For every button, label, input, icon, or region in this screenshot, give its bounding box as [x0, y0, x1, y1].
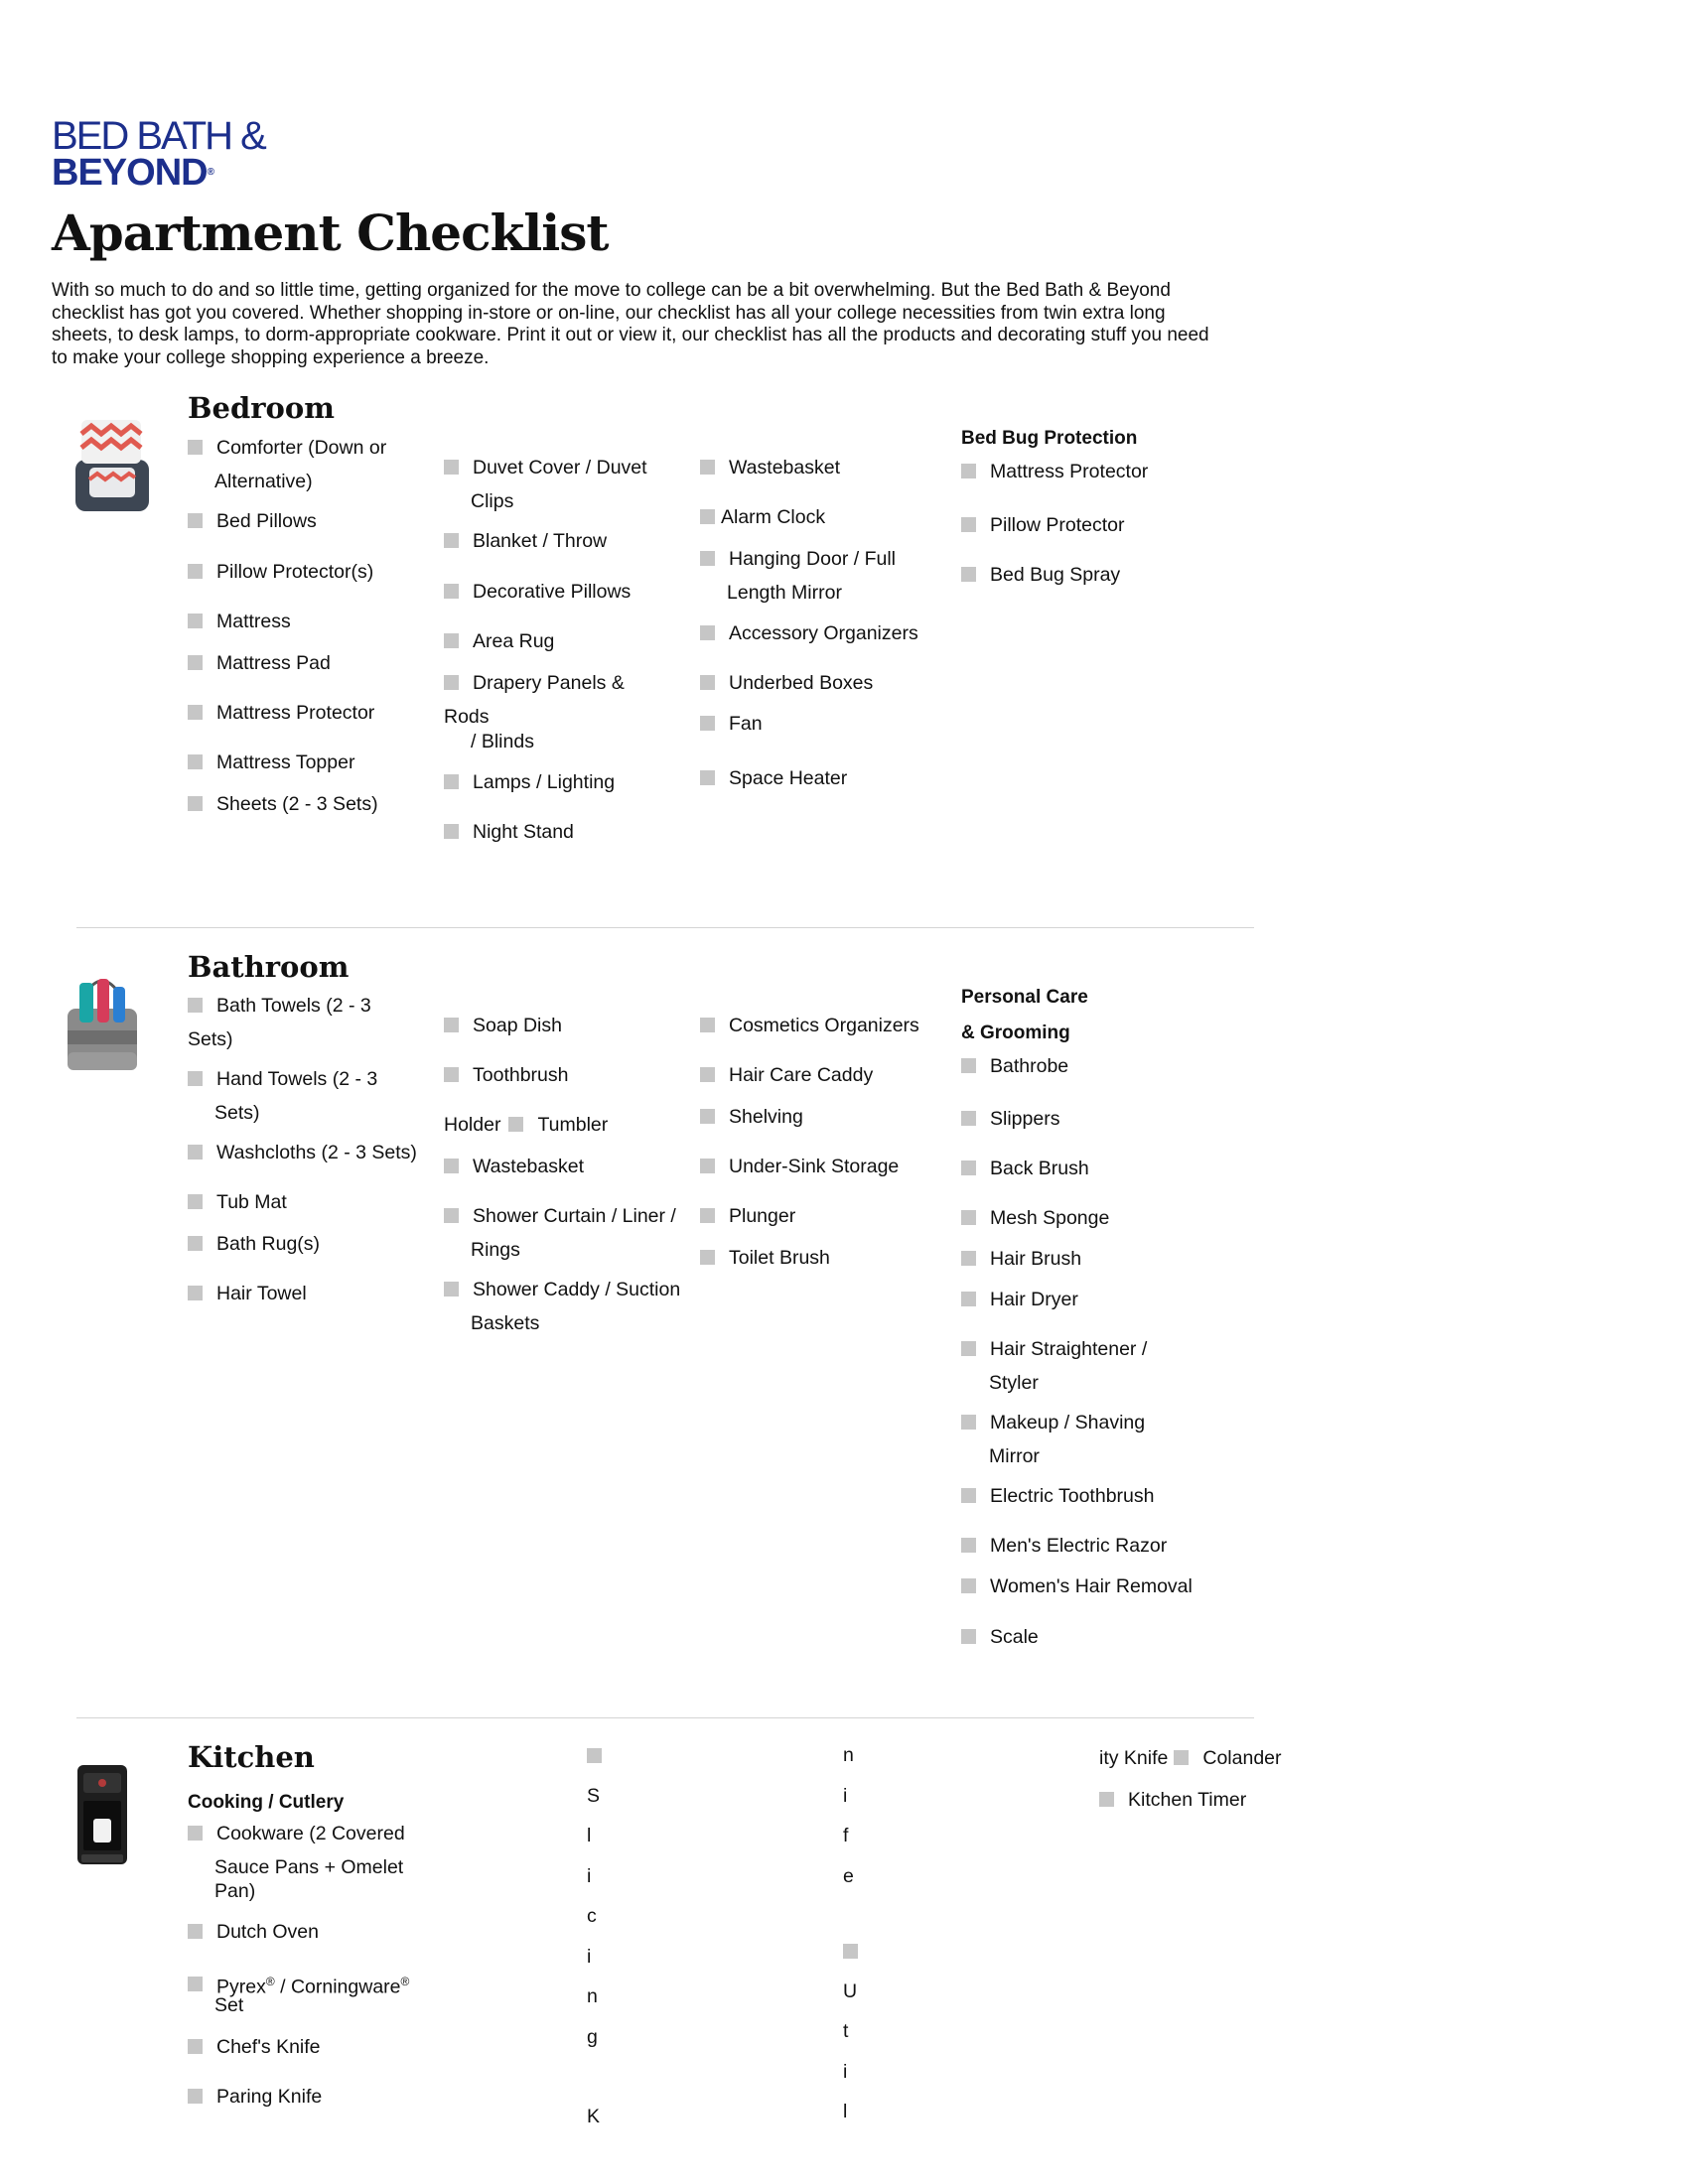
section-divider: [76, 1717, 1254, 1718]
checklist-item-bb-spray[interactable]: [961, 558, 1120, 592]
checkbox[interactable]: [961, 1415, 976, 1430]
item-label: Bed Pillows: [216, 510, 317, 532]
checklist-item-drapery[interactable]: [444, 666, 625, 700]
item-label-continued: Baskets: [471, 1312, 540, 1334]
checklist-item-shower-caddy[interactable]: [444, 1273, 680, 1306]
item-label: Shower Caddy / Suction: [473, 1279, 681, 1300]
checklist-item-mattress-topper[interactable]: [188, 746, 354, 779]
checklist-item-cookware[interactable]: [188, 1817, 405, 1850]
checklist-item-paring-knife[interactable]: [188, 2080, 322, 2114]
checkbox[interactable]: [444, 533, 459, 548]
slicing-letter: i: [587, 1865, 592, 1887]
checklist-item-mattress[interactable]: [188, 605, 291, 638]
checklist-item-electric-toothbrush[interactable]: [961, 1479, 1154, 1513]
checkbox[interactable]: [700, 551, 715, 566]
slicing-letter: i: [587, 1946, 592, 1968]
checklist-item-comforter[interactable]: [188, 431, 386, 465]
checklist-item-pillow-protectors[interactable]: [188, 555, 373, 589]
item-label: Washcloths (2 - 3 Sets): [216, 1142, 417, 1163]
item-label: Area Rug: [473, 630, 555, 652]
checkbox[interactable]: [188, 1826, 203, 1841]
shower-caddy-product-icon: [58, 969, 147, 1080]
knife-letter: e: [843, 1865, 854, 1887]
checklist-item-blanket[interactable]: [444, 524, 607, 558]
knife-letter: n: [843, 1744, 854, 1766]
checkbox[interactable]: [700, 509, 715, 524]
checkbox[interactable]: [961, 1292, 976, 1306]
checkbox[interactable]: [188, 796, 203, 811]
checkbox[interactable]: [700, 625, 715, 640]
checkbox[interactable]: [444, 460, 459, 475]
slicing-letter: n: [587, 1985, 598, 2007]
checkbox[interactable]: [188, 1977, 203, 1991]
item-label: Hair Towel: [216, 1283, 307, 1304]
item-label: Pyrex: [216, 1976, 266, 1998]
checkbox[interactable]: [700, 1250, 715, 1265]
item-label-continued: Set: [214, 1994, 244, 2016]
checklist-item-hair-dryer[interactable]: [961, 1283, 1078, 1316]
checklist-item-alarm-clock[interactable]: [700, 500, 825, 534]
item-label-continued: Rings: [471, 1239, 520, 1261]
checkbox[interactable]: [188, 614, 203, 628]
checklist-item-sheets[interactable]: [188, 787, 378, 821]
item-label: Toothbrush: [473, 1064, 569, 1086]
checklist-item-underbed-boxes[interactable]: [700, 666, 873, 700]
section-divider: [76, 927, 1254, 928]
item-label: Mattress: [216, 611, 291, 632]
checkbox[interactable]: [188, 1286, 203, 1300]
item-label-continued: Pan): [214, 1880, 256, 1902]
item-label-continued: Sets): [188, 1028, 233, 1050]
item-label: Men's Electric Razor: [990, 1535, 1168, 1557]
checkbox[interactable]: [700, 675, 715, 690]
personal-care-heading: Personal Care: [961, 987, 1088, 1008]
checklist-item-hair-towel[interactable]: [188, 1277, 307, 1310]
checklist-item-mattress-pad[interactable]: [188, 646, 331, 680]
checklist-item-area-rug[interactable]: [444, 624, 554, 658]
item-label: Hand Towels (2 - 3: [216, 1068, 378, 1090]
checklist-item-wastebasket[interactable]: [700, 451, 840, 484]
checklist-item-shelving[interactable]: [700, 1100, 803, 1134]
item-label: Comforter (Down or: [216, 437, 387, 459]
item-label-continued: Rods: [444, 706, 490, 728]
item-label: Lamps / Lighting: [473, 771, 616, 793]
checklist-item-mirror[interactable]: [700, 542, 896, 576]
checklist-item-bathrobe[interactable]: [961, 1049, 1068, 1083]
checklist-item-decorative-pillows[interactable]: [444, 575, 631, 609]
bedroom-heading: Bedroom: [188, 391, 335, 425]
checkbox[interactable]: [188, 2039, 203, 2054]
checklist-item-mesh-sponge[interactable]: [961, 1201, 1109, 1235]
checkbox[interactable]: [961, 1251, 976, 1266]
checklist-item-kitchen-timer[interactable]: [1099, 1783, 1246, 1817]
bedding-product-icon: [68, 410, 157, 521]
checkbox[interactable]: [961, 1111, 976, 1126]
checklist-item-scale[interactable]: [961, 1620, 1039, 1654]
checklist-item-bath-towels[interactable]: [188, 989, 371, 1023]
checklist-item-dutch-oven[interactable]: [188, 1915, 319, 1949]
utility-letter: l: [843, 2101, 848, 2122]
checkbox[interactable]: [444, 1159, 459, 1173]
item-label: Shelving: [729, 1106, 803, 1128]
item-label: Under-Sink Storage: [729, 1156, 900, 1177]
checklist-item-colander[interactable]: [1099, 1741, 1282, 1775]
checkbox[interactable]: [700, 1067, 715, 1082]
kitchen-heading: Kitchen: [188, 1740, 315, 1774]
item-label: Pillow Protector: [990, 514, 1125, 536]
item-label: Women's Hair Removal: [990, 1575, 1193, 1597]
utility-letter: t: [843, 2020, 849, 2042]
item-label: Duvet Cover / Duvet: [473, 457, 647, 478]
checklist-item-toothbrush[interactable]: [444, 1058, 568, 1092]
item-label: Scale: [990, 1626, 1039, 1648]
item-label: Space Heater: [729, 767, 848, 789]
item-label: Hair Brush: [990, 1248, 1082, 1270]
checklist-item-holder-tumbler[interactable]: [444, 1108, 608, 1142]
item-label: Hair Dryer: [990, 1289, 1078, 1310]
item-label-continued: Styler: [989, 1372, 1039, 1394]
bathroom-heading: Bathroom: [188, 950, 350, 984]
checklist-item-back-brush[interactable]: [961, 1152, 1089, 1185]
checkbox[interactable]: [700, 1018, 715, 1032]
checklist-item-hand-towels[interactable]: [188, 1062, 377, 1096]
checkbox[interactable]: [961, 464, 976, 478]
checkbox[interactable]: [188, 1194, 203, 1209]
checkbox[interactable]: [700, 1159, 715, 1173]
checklist-item-wastebasket[interactable]: [444, 1150, 584, 1183]
item-label: Electric Toothbrush: [990, 1485, 1155, 1507]
checkbox[interactable]: [961, 1538, 976, 1553]
checkbox[interactable]: [188, 564, 203, 579]
item-label-continued: Sauce Pans + Omelet: [214, 1856, 404, 1878]
checklist-item-washcloths[interactable]: [188, 1136, 417, 1169]
checkbox[interactable]: [188, 440, 203, 455]
checklist-item-toilet-brush[interactable]: [700, 1241, 830, 1275]
checklist-item-mattress-protector[interactable]: [188, 696, 374, 730]
item-label: Wastebasket: [473, 1156, 584, 1177]
logo-line-2: BEYOND: [52, 152, 208, 194]
slicing-letter: K: [587, 2106, 601, 2127]
checkbox[interactable]: [444, 584, 459, 599]
checklist-item-bed-pillows[interactable]: [188, 504, 317, 538]
item-label: Drapery Panels &: [473, 672, 625, 694]
checklist-item-razor[interactable]: [961, 1529, 1167, 1563]
item-label: Mattress Protector: [216, 702, 375, 724]
checkbox[interactable]: [444, 1067, 459, 1082]
logo-line-1: BED BATH &: [52, 114, 265, 158]
checkbox[interactable]: [961, 1160, 976, 1175]
item-label: Slippers: [990, 1108, 1060, 1130]
item-label: Cosmetics Organizers: [729, 1015, 919, 1036]
checkbox[interactable]: [444, 1282, 459, 1297]
checklist-item-makeup-mirror[interactable]: [961, 1406, 1145, 1439]
item-label: Paring Knife: [216, 2086, 323, 2108]
item-label: Plunger: [729, 1205, 796, 1227]
item-label: Mattress Topper: [216, 751, 355, 773]
item-label: Holder: [444, 1114, 501, 1136]
intro-paragraph: With so much to do and so little time, getting organized for the move to college can be a bit overwhelming. But the Bed Bath & Beyond checklist has got you covered. Whether shopping in-store or on-line, our checklist has all your college necessities from twin extra long sheets, to desk lamps, to dorm-appropriate cookware. Print it out or view it, our checklist has all the products and decorating stuff you need to make your college shopping experience a breeze.: [52, 280, 1209, 368]
checkbox[interactable]: [188, 1236, 203, 1251]
checklist-item-soap-dish[interactable]: [444, 1009, 562, 1042]
item-label: Shower Curtain / Liner /: [473, 1205, 676, 1227]
item-label: Hair Straightener /: [990, 1338, 1148, 1360]
item-label: Bath Towels (2 - 3: [216, 995, 371, 1017]
checkbox[interactable]: [188, 513, 203, 528]
checklist-item-hair-care-caddy[interactable]: [700, 1058, 873, 1092]
checklist-item-night-stand[interactable]: [444, 815, 574, 849]
checkbox[interactable]: [961, 517, 976, 532]
item-label: Sheets (2 - 3 Sets): [216, 793, 378, 815]
utility-letter: U: [843, 1980, 858, 2002]
checklist-item-chefs-knife[interactable]: [188, 2030, 321, 2064]
item-label: Mattress Protector: [990, 461, 1149, 482]
item-label: / Corningware: [274, 1976, 401, 1998]
slicing-letter: l: [587, 1825, 592, 1846]
checkbox[interactable]: [587, 1748, 602, 1763]
registered-mark: ®: [400, 1975, 410, 1988]
item-label: Decorative Pillows: [473, 581, 632, 603]
bed-bug-protection-heading: Bed Bug Protection: [961, 428, 1138, 449]
checklist-item-straightener[interactable]: [961, 1332, 1147, 1366]
item-label: Chef's Knife: [216, 2036, 321, 2058]
item-label: Hanging Door / Full: [729, 548, 896, 570]
registered-mark: ®: [265, 1975, 275, 1988]
item-label: Dutch Oven: [216, 1921, 319, 1943]
checkbox[interactable]: [444, 633, 459, 648]
item-label: Hair Care Caddy: [729, 1064, 874, 1086]
checkbox[interactable]: [188, 2089, 203, 2104]
checkbox[interactable]: [188, 1145, 203, 1160]
item-label: ity Knife: [1099, 1747, 1169, 1769]
checkbox[interactable]: [444, 824, 459, 839]
item-label: Toilet Brush: [729, 1247, 830, 1269]
item-label: Underbed Boxes: [729, 672, 874, 694]
item-label: Cookware (2 Covered: [216, 1823, 405, 1844]
item-label: Bed Bug Spray: [990, 564, 1121, 586]
checkbox[interactable]: [188, 998, 203, 1013]
logo-registered-mark: ®: [207, 167, 213, 178]
checkbox[interactable]: [961, 1210, 976, 1225]
checkbox[interactable]: [700, 1109, 715, 1124]
checklist-item-bb-mattress-protector[interactable]: [961, 455, 1148, 488]
checkbox[interactable]: [444, 1018, 459, 1032]
checkbox[interactable]: [1174, 1750, 1189, 1765]
checklist-item-accessory-organizers[interactable]: [700, 616, 918, 650]
checkbox[interactable]: [961, 1488, 976, 1503]
item-label: Kitchen Timer: [1128, 1789, 1247, 1811]
checkbox[interactable]: [508, 1117, 523, 1132]
item-label: Tub Mat: [216, 1191, 287, 1213]
checkbox[interactable]: [188, 1071, 203, 1086]
checkbox[interactable]: [961, 1629, 976, 1644]
checkbox[interactable]: [961, 1578, 976, 1593]
item-label: Tumbler: [537, 1114, 609, 1136]
checklist-item-fan[interactable]: [700, 707, 763, 741]
item-label: Blanket / Throw: [473, 530, 608, 552]
page-title: Apartment Checklist: [52, 204, 609, 262]
slicing-letter: c: [587, 1905, 597, 1927]
item-label-continued: Mirror: [989, 1445, 1040, 1467]
item-label: Night Stand: [473, 821, 574, 843]
checklist-item-hair-removal[interactable]: [961, 1570, 1193, 1603]
item-label: Wastebasket: [729, 457, 840, 478]
checkbox[interactable]: [961, 1341, 976, 1356]
item-label: Back Brush: [990, 1158, 1089, 1179]
coffee-maker-product-icon: [58, 1759, 147, 1870]
checkbox[interactable]: [188, 1924, 203, 1939]
item-label-continued: Alternative): [214, 471, 313, 492]
checklist-item-hair-brush[interactable]: [961, 1242, 1081, 1276]
checklist-item-under-sink[interactable]: [700, 1150, 899, 1183]
checklist-item-tub-mat[interactable]: [188, 1185, 287, 1219]
item-label: Accessory Organizers: [729, 622, 918, 644]
item-label: Pillow Protector(s): [216, 561, 374, 583]
brand-logo: [52, 114, 280, 194]
utility-letter: i: [843, 2061, 848, 2083]
checkbox[interactable]: [188, 705, 203, 720]
slicing-letter: g: [587, 2026, 598, 2048]
item-label: Makeup / Shaving: [990, 1412, 1146, 1433]
knife-letter: f: [843, 1825, 849, 1846]
checklist-item-lamps[interactable]: [444, 765, 615, 799]
item-label: Mattress Pad: [216, 652, 331, 674]
item-label: Bath Rug(s): [216, 1233, 321, 1255]
item-label: Mesh Sponge: [990, 1207, 1110, 1229]
checklist-item-slippers[interactable]: [961, 1102, 1059, 1136]
checkbox[interactable]: [444, 1208, 459, 1223]
knife-letter: i: [843, 1785, 848, 1807]
item-label-continued: Clips: [471, 490, 514, 512]
personal-care-heading-cont: & Grooming: [961, 1023, 1070, 1043]
checklist-item-space-heater[interactable]: [700, 761, 847, 795]
checkbox[interactable]: [961, 567, 976, 582]
checkbox[interactable]: [1099, 1792, 1114, 1807]
checkbox[interactable]: [700, 460, 715, 475]
checklist-item-duvet[interactable]: [444, 451, 647, 484]
cooking-cutlery-heading: Cooking / Cutlery: [188, 1792, 345, 1813]
slicing-letter: S: [587, 1785, 601, 1807]
checkbox[interactable]: [700, 716, 715, 731]
checkbox[interactable]: [700, 770, 715, 785]
checkbox[interactable]: [961, 1058, 976, 1073]
checklist-item-cosmetics[interactable]: [700, 1009, 919, 1042]
item-label: Soap Dish: [473, 1015, 562, 1036]
checkbox[interactable]: [188, 655, 203, 670]
item-label-continued: / Blinds: [471, 731, 534, 752]
checklist-item-plunger[interactable]: [700, 1199, 795, 1233]
checkbox[interactable]: [843, 1944, 858, 1959]
checkbox[interactable]: [444, 675, 459, 690]
item-label: Colander: [1202, 1747, 1282, 1769]
item-label-continued: Length Mirror: [727, 582, 842, 604]
item-label: Alarm Clock: [721, 506, 826, 528]
item-label: Bathrobe: [990, 1055, 1069, 1077]
item-label-continued: Sets): [214, 1102, 260, 1124]
item-label: Fan: [729, 713, 763, 735]
checkbox[interactable]: [444, 774, 459, 789]
checkbox[interactable]: [700, 1208, 715, 1223]
checklist-item-shower-curtain[interactable]: [444, 1199, 676, 1233]
checklist-item-bath-rugs[interactable]: [188, 1227, 320, 1261]
checkbox[interactable]: [188, 754, 203, 769]
checklist-item-bb-pillow-protector[interactable]: [961, 508, 1124, 542]
